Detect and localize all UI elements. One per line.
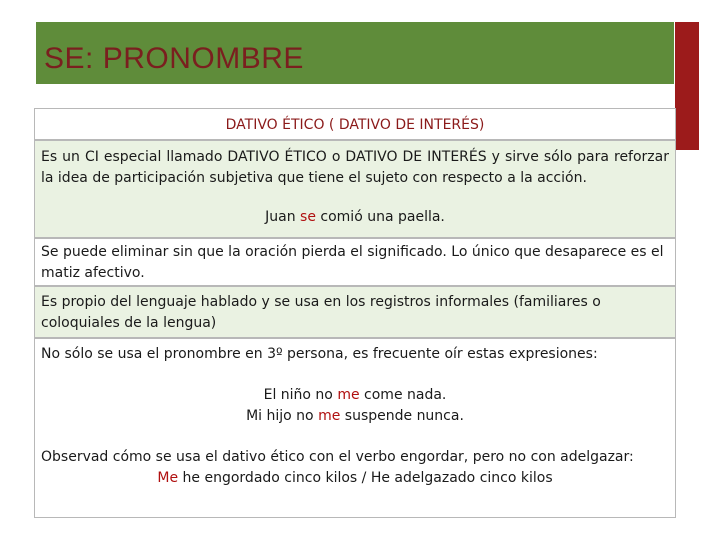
- example-1-before: Juan: [265, 209, 301, 225]
- example-3-before: Mi hijo no: [246, 408, 319, 424]
- example-1-pronoun: se: [300, 209, 316, 225]
- example-sentence-3: [41, 406, 669, 427]
- slide-title: SE: PRONOMBRE: [44, 42, 304, 75]
- example-4-after: he engordado cinco kilos / He adelgazado cinco kilos: [178, 470, 553, 486]
- definition-row: [34, 140, 676, 238]
- register-row: [34, 286, 676, 338]
- example-1-after: comió una paella.: [315, 209, 445, 225]
- example-3-pronoun: me: [318, 408, 341, 424]
- example-3-after: suspende nunca.: [340, 408, 464, 424]
- example-sentence-1: [41, 207, 669, 228]
- definition-text: Es un CI especial llamado DATIVO ÉTICO o DATIVO DE INTERÉS y sirve sólo para reforzar la idea de participación subjetiva que tiene el sujeto con respecto a la acción.: [41, 149, 669, 186]
- elimination-row: [34, 238, 676, 286]
- heading-row: [34, 108, 676, 140]
- content-table: [34, 108, 676, 518]
- heading-text: DATIVO ÉTICO ( DATIVO DE INTERÉS): [225, 117, 485, 133]
- persons-intro-text: No sólo se usa el pronombre en 3º persona, es frecuente oír estas expresiones:: [41, 346, 598, 362]
- accent-bar: [675, 22, 699, 150]
- example-sentence-2: [41, 385, 669, 406]
- example-2-after: come nada.: [359, 387, 447, 403]
- example-4-pronoun: Me: [157, 470, 179, 486]
- example-2-before: El niño no: [263, 387, 338, 403]
- example-sentence-4: [41, 468, 669, 489]
- register-text: Es propio del lenguaje hablado y se usa en los registros informales (familiares o coloquiales de la lengua): [41, 294, 601, 331]
- verbs-intro-text: Observad cómo se usa el dativo ético con el verbo engordar, pero no con adelgazar:: [41, 449, 634, 465]
- usage-row: [34, 338, 676, 518]
- example-2-pronoun: me: [337, 387, 360, 403]
- elimination-text: Se puede eliminar sin que la oración pierda el significado. Lo único que desaparece es el matiz afectivo.: [41, 244, 664, 281]
